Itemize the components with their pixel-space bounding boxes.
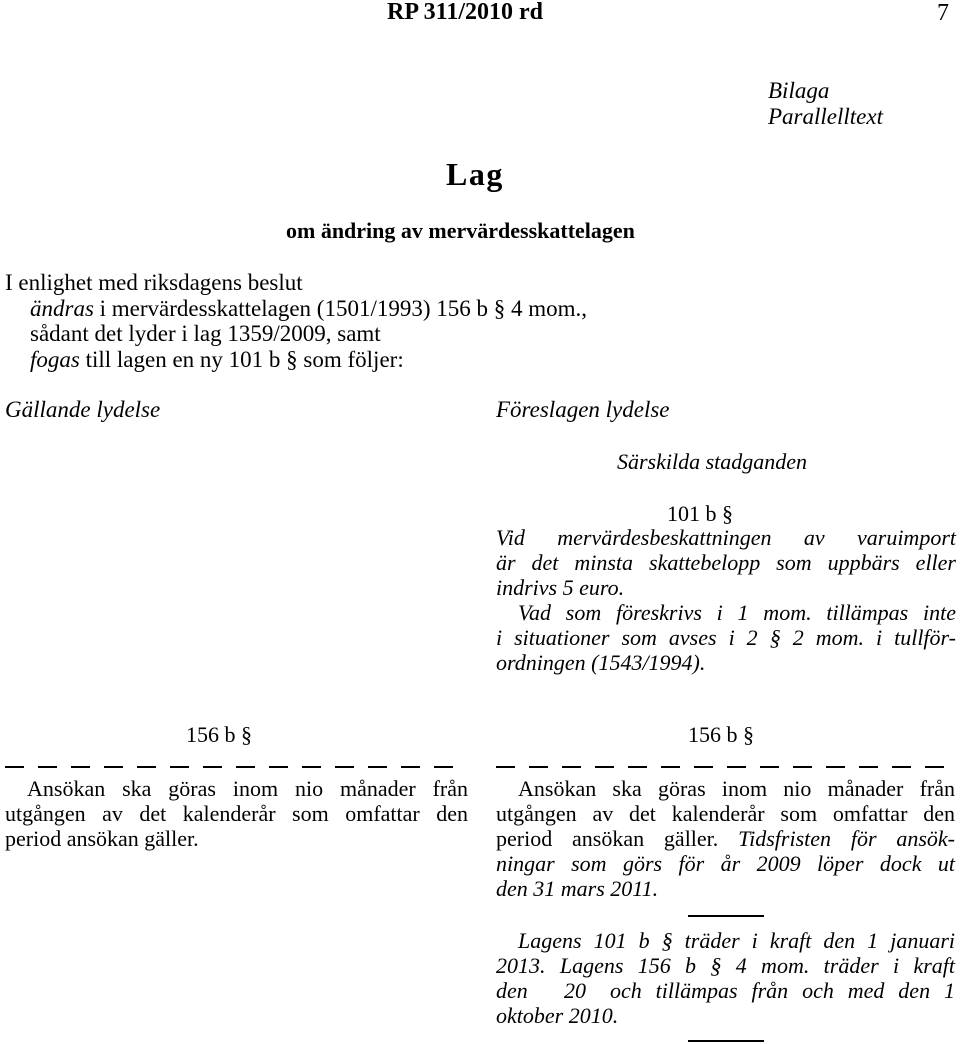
annex-sublabel: Parallelltext xyxy=(768,104,883,129)
section-101b-text-line: Vid mervärdesbeskattningen av varuimport xyxy=(496,525,956,550)
section-156b-proposed-text-line xyxy=(496,826,955,852)
section-101b-text-line: indrivs 5 euro. xyxy=(496,575,625,600)
entry-into-force-line xyxy=(496,978,955,1004)
intro-line-2-text: i mervärdesskattelagen (1501/1993) 156 b § 4 mom., xyxy=(93,296,588,321)
section-156b-current-text-line: period ansökan gäller. xyxy=(5,826,199,851)
entry-into-force-text: och tillämpas från och med den 1 xyxy=(610,978,955,1003)
section-156b-heading-proposed: 156 b § xyxy=(688,722,754,747)
section-156b-proposed-text-line: Ansökan ska göras inom nio månader från xyxy=(518,776,955,801)
section-156b-proposed-text-new: Tidsfristen för ansök- xyxy=(738,826,955,851)
section-101b-heading: 101 b § xyxy=(667,501,733,526)
section-156b-heading-current: 156 b § xyxy=(186,722,252,747)
section-separator-rule xyxy=(688,915,764,917)
section-156b-proposed-text-plain: period ansökan gäller. xyxy=(496,826,739,851)
section-101b-text-line: är det minsta skattebelopp som uppbärs eller xyxy=(496,550,956,575)
column-heading-current: Gällande lydelse xyxy=(5,397,161,422)
section-101b-text-line: Vad som föreskrivs i 1 mom. tillämpas inte xyxy=(518,600,956,625)
intro-line-4-text: till lagen en ny 101 b § som följer: xyxy=(79,347,404,372)
entry-into-force-line: Lagens 101 b § träder i kraft den 1 januari xyxy=(518,928,955,953)
section-156b-proposed-text-line: ningar som görs för år 2009 löper dock ut xyxy=(496,851,955,876)
entry-into-force-date-blank: 20 xyxy=(564,978,586,1003)
annex-label: Bilaga xyxy=(768,78,830,103)
entry-into-force-text: den xyxy=(496,978,528,1003)
document-reference: RP 311/2010 rd xyxy=(387,0,544,25)
section-101b-text-line: i situationer som avses i 2 § 2 mom. i tullför- xyxy=(496,625,956,650)
closing-rule xyxy=(688,1040,764,1042)
section-101b-text-line: ordningen (1543/1994). xyxy=(496,650,706,675)
entry-into-force-line: 2013. Lagens 156 b § 4 mom. träder i kraft xyxy=(496,953,955,978)
page-number: 7 xyxy=(937,0,949,26)
section-156b-proposed-text-line: utgången av det kalenderår som omfattar den xyxy=(496,801,955,826)
section-156b-current-text-line: Ansökan ska göras inom nio månader från xyxy=(27,776,468,801)
intro-line-1: I enlighet med riksdagens beslut xyxy=(5,270,303,295)
column-heading-proposed: Föreslagen lydelse xyxy=(496,397,670,422)
law-title: Lag xyxy=(446,156,504,192)
intro-line-4 xyxy=(30,347,404,373)
chapter-heading: Särskilda stadganden xyxy=(617,449,808,474)
section-156b-proposed-text-line: den 31 mars 2011. xyxy=(496,876,659,901)
law-subtitle: om ändring av mervärdesskattelagen xyxy=(286,218,635,243)
intro-line-2 xyxy=(30,296,587,322)
intro-line-3: sådant det lyder i lag 1359/2009, samt xyxy=(30,321,381,346)
intro-verb-andras: ändras xyxy=(30,296,94,321)
entry-into-force-line: oktober 2010. xyxy=(496,1003,619,1028)
intro-verb-fogas: fogas xyxy=(30,347,80,372)
section-156b-current-text-line: utgången av det kalenderår som omfattar den xyxy=(5,801,468,826)
